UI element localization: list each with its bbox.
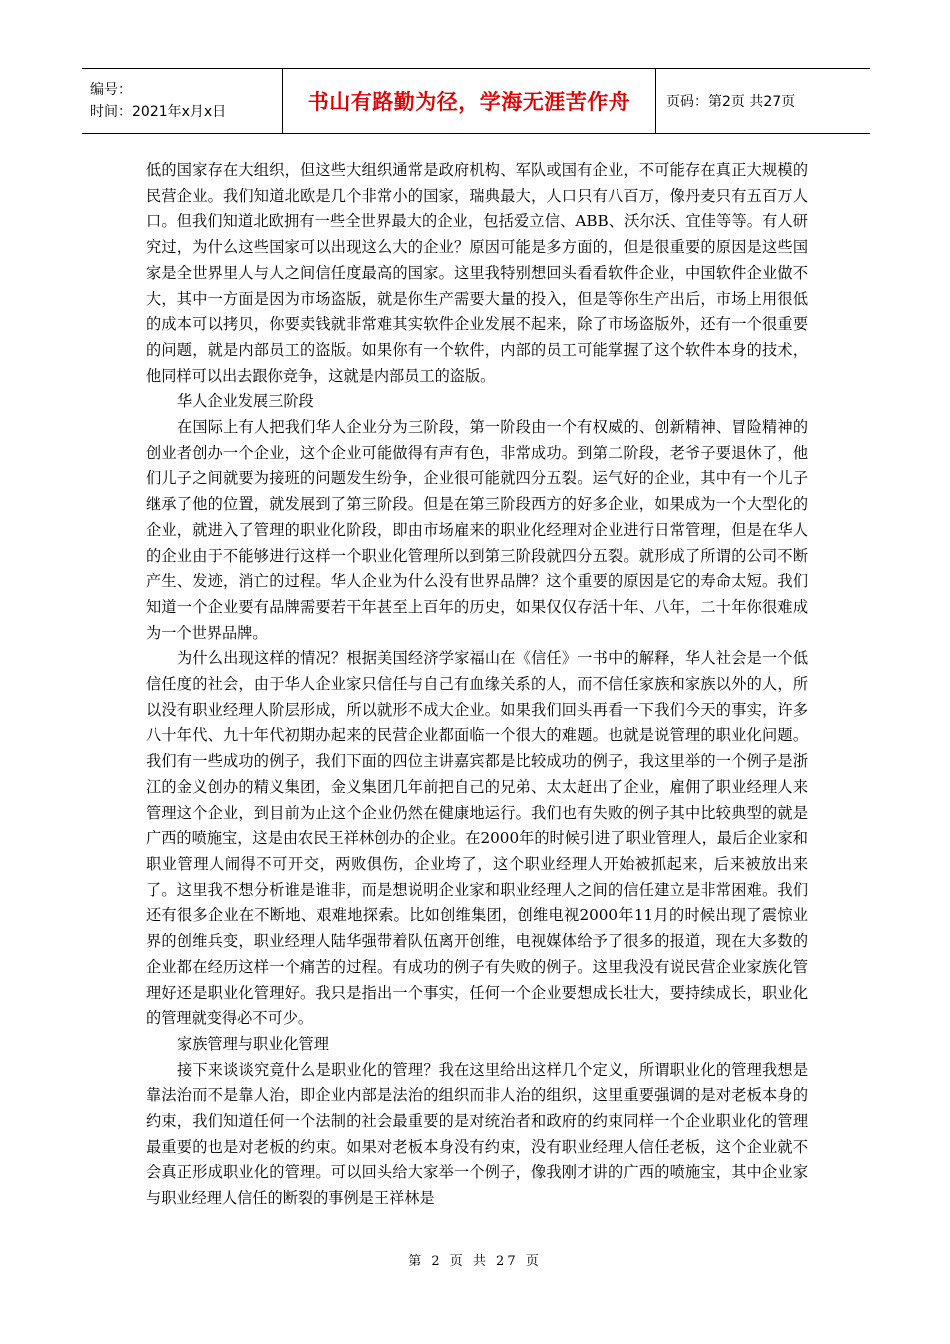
paragraph: 为什么出现这样的情况？根据美国经济学家福山在《信任》一书中的解释，华人社会是一个低信任度的社会，由于华人企业家只信任与自己有血缘关系的人，而不信任家族和家族以外的人，所以没有职业经理人阶层形成，所以就形不成大企业。如果我们回头再看一下我们今天的事实，许多八十年代、九十年代初期办起来的民营企业都面临一个很大的难题。也就是说管理的职业化问题。我们有一些成功的例子，我们下面的四位主讲嘉宾都是比较成功的例子，我这里举的一个例子是浙江的金义创办的精义集团，金义集团几年前把自己的兄弟、太太赶出了企业，雇佣了职业经理人来管理这个企业，到目前为止这个企业仍然在健康地运行。我们也有失败的例子其中比较典型的就是广西的喷施宝，这是由农民王祥林创办的企业。在2000年的时候引进了职业管理人，最后企业家和职业管理人闹得不可开交，两败俱伤，企业垮了，这个职业经理人开始被抓起来，后来被放出来了。这里我不想分析谁是谁非，而是想说明企业家和职业经理人之间的信任建立是非常困难。我们还有很多企业在不断地、艰难地探索。比如创维集团，创维电视2000年11月的时候出现了震惊业界的创维兵变，职业经理人陆华强带着队伍离开创维，电视媒体给予了很多的报道，现在大多数的企业都在经历这样一个痛苦的过程。有成功的例子有失败的例子。这里我没有说民营企业家族化管理好还是职业化管理好。我只是指出一个事实，任何一个企业要想成长壮大，要持续成长，职业化的管理就变得必不可少。 [146, 649, 808, 1028]
document-body [146, 158, 808, 1212]
footer-page-number: 第 2 页 共 27 页 [408, 1254, 542, 1269]
section-heading: 华人企业发展三阶段 [177, 392, 314, 411]
header-page-info [656, 69, 870, 133]
page-footer [0, 1250, 950, 1269]
document-time-label: 时间：2021年x月x日 [90, 104, 227, 120]
section-heading: 家族管理与职业化管理 [177, 1034, 329, 1053]
page-header [82, 68, 870, 134]
document-number-label: 编号： [90, 82, 132, 98]
paragraph: 在国际上有人把我们华人企业分为三阶段，第一阶段由一个有权威的、创新精神、冒险精神的创业者创办一个企业，这个企业可能做得有声有色，非常成功。到第二阶段，老爷子要退休了，他们儿子之间就要为接班的问题发生纷争，企业很可能就四分五裂。运气好的企业，其中有一个儿子继承了他的位置，就发展到了第三阶段。但是在第三阶段西方的好多企业，如果成为一个大型化的企业，就进入了管理的职业化阶段，即由市场雇来的职业化经理对企业进行日常管理，但是在华人的企业由于不能够进行这样一个职业化管理所以到第三阶段就四分五裂。就形成了所谓的公司不断产生、发迹，消亡的过程。华人企业为什么没有世界品牌？这个重要的原因是它的寿命太短。我们知道一个企业要有品牌需要若干年甚至上百年的历史，如果仅仅存活十年、八年，二十年你很难成为一个世界品牌。 [146, 418, 808, 642]
page-info-text: 页码：第2页 共27页 [666, 94, 796, 110]
header-meta [82, 69, 282, 133]
paragraph-continuation: 低的国家存在大组织，但这些大组织通常是政府机构、军队或国有企业，不可能存在真正大规模的民营企业。我们知道北欧是几个非常小的国家，瑞典最大，人口只有八百万，像丹麦只有五百万人口。但我们知道北欧拥有一些全世界最大的企业，包括爱立信、ABB、沃尔沃、宜佳等等。有人研究过，为什么这些国家可以出现这么大的企业？原因可能是多方面的，但是很重要的原因是这些国家是全世界里人与人之间信任度最高的国家。这里我特别想回头看看软件企业，中国软件企业做不大，其中一方面是因为市场盗版，就是你生产需要大量的投入，但是等你生产出后，市场上用很低的成本可以拷贝，你要卖钱就非常难其实软件企业发展不起来，除了市场盗版外，还有一个很重要的问题，就是内部员工的盗版。如果你有一个软件，内部的员工可能掌握了这个软件本身的技术，他同样可以出去跟你竞争，这就是内部员工的盗版。 [146, 161, 808, 385]
paragraph: 接下来谈谈究竟什么是职业化的管理？我在这里给出这样几个定义，所谓职业化的管理我想是靠法治而不是靠人治，即企业内部是法治的组织而非人治的组织，这里重要强调的是对老板本身的约束，我们知道任何一个法制的社会最重要的是对统治者和政府的约束同样一个企业职业化的管理最重要的也是对老板的约束。如果对老板本身没有约束，没有职业经理人信任老板，这个企业就不会真正形成职业化的管理。可以回头给大家举一个例子，像我刚才讲的广西的喷施宝，其中企业家与职业经理人信任的断裂的事例是王祥林是 [146, 1060, 808, 1208]
header-motto [282, 69, 656, 133]
motto-text: 书山有路勤为径，学海无涯苦作舟 [307, 90, 631, 114]
